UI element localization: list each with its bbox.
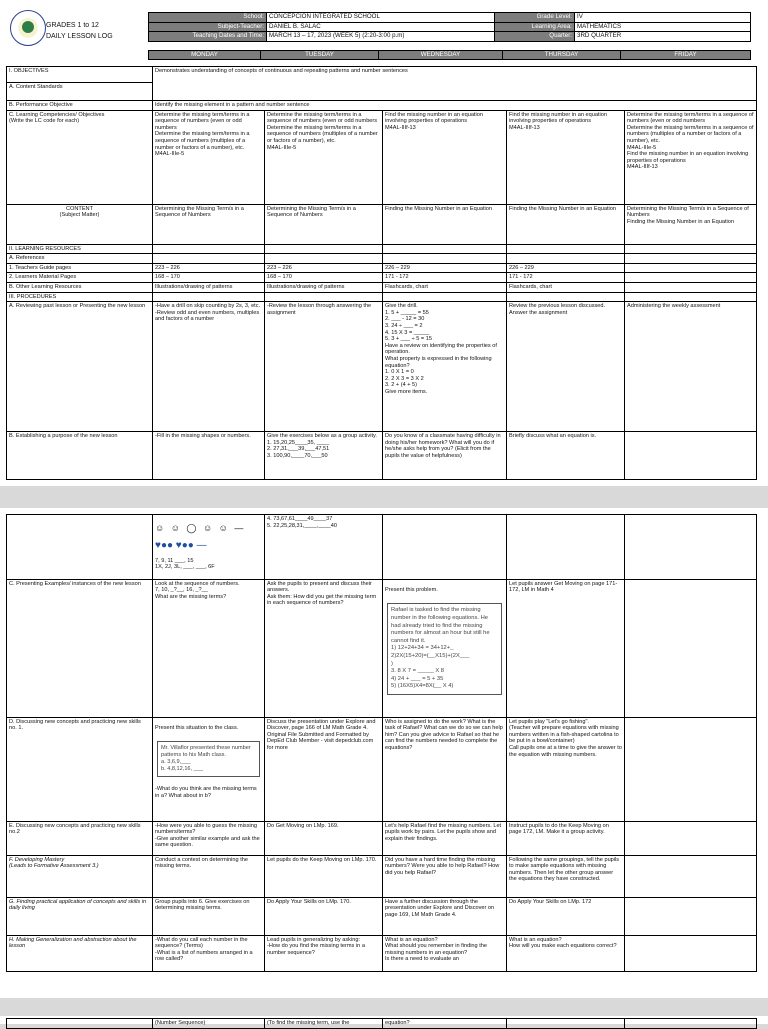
presenting-wednesday	[383, 579, 507, 717]
day-monday: MONDAY	[149, 51, 261, 60]
generalization-tuesday: Lead pupils in generalizing by asking: -How do you find the missing terms in a number sequence?	[265, 935, 383, 971]
performance-text: Identify the missing element in a pattern and number sentence	[153, 101, 757, 111]
presenting-thursday: Let pupils answer Get Moving on page 171-172, LM in Math 4	[507, 579, 625, 717]
empty-cell	[625, 282, 757, 292]
mastery-label: F. Developing Mastery (Leads to Formative Assessment 3.)	[7, 855, 153, 897]
content-tuesday: Determining the Missing Term/s in a Sequence of Numbers	[265, 204, 383, 244]
competencies-tuesday: Determine the missing term/terms in a sequence of numbers (even or odd numbers Determine the missing term/terms in a sequence of numbers (multiples of a number or factors of a number), etc. M4AL-IIIe-5	[265, 110, 383, 204]
lm-tuesday: 168 – 170	[265, 273, 383, 283]
lesson-log-page-1	[0, 0, 768, 486]
generalization-label: H. Making Generalization and abstraction about the lesson	[7, 935, 153, 971]
title-line-1: GRADES 1 to 12	[46, 22, 99, 29]
day-wednesday: WEDNESDAY	[379, 51, 503, 60]
review-tuesday: -Review the lesson through answering the assignment	[265, 302, 383, 432]
review-friday: Administering the weekly assessment	[625, 302, 757, 432]
empty-cell	[507, 292, 625, 302]
tg-wednesday: 226 – 229	[383, 263, 507, 273]
discussing-2-label: E. Discussing new concepts and practicing new skills no.2	[7, 821, 153, 855]
area-value: MATHEMATICS	[575, 22, 751, 32]
practical-tuesday: Do Apply Your Skills on LMp. 170.	[265, 897, 383, 935]
discussing-2-wednesday: Let's help Rafael find the missing numbers. Let pupils work by pairs. Let the pupils show and explain their findings.	[383, 821, 507, 855]
content-friday: Determining the Missing Term/s in a Sequence of Numbers Finding the Missing Number in an Equation	[625, 204, 757, 244]
competencies-label: C. Learning Competencies/ Objectives (Write the LC code for each)	[7, 110, 153, 204]
mastery-monday: Conduct a contest on determining the missing terms.	[153, 855, 265, 897]
purpose-tuesday: Give the exercises below as a group activity. 1. 15,20,25____35, ____ 2. 27,31,___39,___47,51 3. 100,90,____70,___50	[265, 432, 383, 480]
heart-shape-icons: ♥●● ♥●● —	[155, 540, 207, 552]
other-tuesday: Illustrations/drawing of patterns	[265, 282, 383, 292]
competencies-thursday: Find the missing number in an equation involving properties of operations M4AL-IIIf-13	[507, 110, 625, 204]
discussing-2-tuesday: Do Get Moving on LMp. 169.	[265, 821, 383, 855]
dates-value: MARCH 13 – 17, 2023 (WEEK 5) (2:20-3:00 p.m)	[267, 32, 495, 42]
discussing-1-monday	[153, 717, 265, 821]
other-resources-label: B. Other Learning Resources	[7, 282, 153, 292]
content-standards-label: A. Content Standards	[7, 83, 153, 101]
purpose-label: B. Establishing a purpose of the new lesson	[7, 432, 153, 480]
empty-cell	[507, 244, 625, 254]
page3-tuesday: (To find the missing term, use the	[265, 1019, 383, 1029]
lesson-table-page-1	[6, 66, 757, 480]
empty-cell	[625, 821, 757, 855]
tg-monday: 223 – 226	[153, 263, 265, 273]
empty-cell	[625, 855, 757, 897]
empty-cell	[625, 717, 757, 821]
competencies-friday: Determine the missing term/terms in a sequence of numbers (even or odd numbers Determine the missing term/terms in a sequence of numbers (multiples of a number or factors of a number), etc. M4AL-IIIe-5 Find the missing number in an equation involving properties of operations M4AL-IIIf-13	[625, 110, 757, 204]
smiley-face-icons: ☺ ☺ ◯ ☺ ☺ —	[155, 522, 246, 533]
page3-monday: (Number Sequence)	[153, 1019, 265, 1029]
purpose-wednesday: Do you know of a classmate having difficulty in doing his/her homework? What will you do if he/she asks help from you? (Elicit from the pupils the value of helpfulness)	[383, 432, 507, 480]
resources-heading: II. LEARNING RESOURCES	[7, 244, 153, 254]
area-label: Learning Area:	[495, 22, 575, 32]
empty-cell	[265, 254, 383, 264]
discussing-2-thursday: Instruct pupils to do the Keep Moving on page 172, LM. Make it a group activity.	[507, 821, 625, 855]
practical-thursday: Do Apply Your Skills on LMp. 172	[507, 897, 625, 935]
purpose-thursday: Briefly discuss what an equation is.	[507, 432, 625, 480]
continued-monday-sequences: 7, 9, 11 ___, 15 1X, 2J, 3L, ___, ___, 6F	[155, 557, 215, 571]
empty-cell	[625, 244, 757, 254]
review-thursday: Review the previous lesson discussed. Answer the assignment	[507, 302, 625, 432]
review-wednesday: Give the drill. 1. 5 + _____ = 55 2. ___ - 12 = 30 3. 24 ÷ ___ = 2 4. 15 X 3 = _____ 5. 3 + ___ ÷ 5 = 15 Have a review on identifying the properties of operation. What property is expressed in the following equation? 1. 0 X 1 = 0 2. 2 X 3 = 3 X 2 3. 2 + (4 + 5) Give more items.	[383, 302, 507, 432]
empty-cell	[507, 254, 625, 264]
content-wednesday: Finding the Missing Number in an Equation	[383, 204, 507, 244]
discussing-1-monday-question: -What do you think are the missing terms in a? What about in b?	[155, 785, 257, 799]
empty-cell	[625, 579, 757, 717]
rafael-problem-box: Rafael is tasked to find the missing number in the following equations. He had already tried to find the missing numbers for almost an hour but still he cannot find it. 1) 12+24+34 = 34+12+_ 2)2X(15+20)=(__X15)+(2X___ ) 3. 8 X 7 = _____ X 8 4) 24 + ___ = 5 + 35 5) (16X5)X4=8X(__ X 4)	[387, 603, 502, 695]
competencies-monday: Determine the missing term/terms in a sequence of numbers (even or odd numbers Determine the missing term/terms in a sequence of numbers (multiples of a number or factors of a number), etc. M4AL-IIIe-5	[153, 110, 265, 204]
empty-cell	[383, 292, 507, 302]
villaflor-pattern-box: Mr. Villaflor presented these number patterns to his Math class. a. 3,6,9,___ b. 4,8,12,16, ___	[157, 741, 260, 777]
empty-cell	[383, 244, 507, 254]
discussing-2-monday: -How were you able to guess the missing numbers/terms? -Give another similar example and ask the same question.	[153, 821, 265, 855]
empty-cell	[265, 244, 383, 254]
grade-label: Grade Level:	[495, 13, 575, 23]
empty-cell	[625, 263, 757, 273]
mastery-thursday: Following the same groupings, tell the pupils to make sample equations with missing numbers. Then let the other group answer the equations they have constructed.	[507, 855, 625, 897]
procedures-heading: III. PROCEDURES	[7, 292, 153, 302]
lesson-log-page-2	[0, 508, 768, 998]
grade-value: IV	[575, 13, 751, 23]
content-label: CONTENT (Subject Matter)	[7, 204, 153, 244]
teacher-label: Subject-Teacher:	[149, 22, 267, 32]
lm-monday: 168 – 170	[153, 273, 265, 283]
continued-tuesday: 4. 73,67,61____49____37 5. 22,25,28,31,____,____40	[265, 515, 383, 580]
lesson-table-page-2	[6, 514, 757, 972]
quarter-label: Quarter:	[495, 32, 575, 42]
practical-label: G. Finding practical application of concepts and skills in daily living	[7, 897, 153, 935]
lesson-log-page-3	[0, 1016, 768, 1024]
quarter-value: 3RD QUARTER	[575, 32, 751, 42]
tg-tuesday: 223 – 226	[265, 263, 383, 273]
weekday-header	[148, 50, 751, 60]
tg-label: 1. Teachers Guide pages	[7, 263, 153, 273]
empty-cell	[153, 254, 265, 264]
generalization-wednesday: What is an equation? What should you remember in finding the missing numbers in an equation? Is there a need to evaluate an	[383, 935, 507, 971]
empty-cell	[153, 244, 265, 254]
header-info-table	[148, 12, 751, 42]
day-thursday: THURSDAY	[503, 51, 621, 60]
review-label: A. Reviewing past lesson or Presenting the new lesson	[7, 302, 153, 432]
page3-wednesday: equation?	[383, 1019, 507, 1029]
practical-monday: Group pupils into 6. Give exercises on determining missing terms.	[153, 897, 265, 935]
generalization-monday: -What do you call each number in the sequence? (Terms) -What is a list of numbers arranged in a row called?	[153, 935, 265, 971]
discussing-1-thursday: Let pupils play "Let's go fishing". (Teacher will prepare equations with missing numbers written in a fish-shaped cartolina to be put in a bowl/container) Call pupils one at a time to give the answer to the equation with missing numbers.	[507, 717, 625, 821]
day-tuesday: TUESDAY	[261, 51, 379, 60]
empty-cell	[383, 515, 507, 580]
presenting-monday: Look at the sequence of numbers. 7, 10, _?__, 16, _?__ What are the missing terms?	[153, 579, 265, 717]
empty-cell	[625, 432, 757, 480]
purpose-monday: -Fill in the missing shapes or numbers.	[153, 432, 265, 480]
continued-monday	[153, 515, 265, 580]
teacher-value: DANIEL B. SALAC	[267, 22, 495, 32]
empty-cell	[625, 254, 757, 264]
lm-label: 2. Learners Material Pages	[7, 273, 153, 283]
empty-cell	[625, 515, 757, 580]
other-monday: Illustrations/drawing of patterns	[153, 282, 265, 292]
empty-cell	[625, 273, 757, 283]
school-label: School:	[149, 13, 267, 23]
competencies-wednesday: Find the missing number in an equation involving properties of operations M4AL-IIIf-13	[383, 110, 507, 204]
presenting-wednesday-intro: Present this problem.	[385, 587, 438, 594]
empty-cell	[625, 292, 757, 302]
presenting-label: C. Presenting Examples/ instances of the new lesson	[7, 579, 153, 717]
mastery-wednesday: Did you have a hard time finding the missing numbers? Were you able to help Rafael? How did you help Rafael?	[383, 855, 507, 897]
lm-thursday: 171 - 172	[507, 273, 625, 283]
tg-thursday: 226 – 229	[507, 263, 625, 273]
empty-cell	[153, 292, 265, 302]
lm-wednesday: 171 - 172	[383, 273, 507, 283]
practical-wednesday: Have a further discussion through the presentation under Explore and Discover on page 169, LM Math Grade 4.	[383, 897, 507, 935]
empty-cell	[507, 515, 625, 580]
other-wednesday: Flashcards, chart	[383, 282, 507, 292]
references-label: A. References	[7, 254, 153, 264]
discussing-1-monday-intro: Present this situation to the class.	[155, 725, 239, 732]
content-standards-text: Demonstrates understanding of concepts of continuous and repeating patterns and number sentences	[153, 67, 757, 101]
discussing-1-label: D. Discussing new concepts and practicing new skills no. 1.	[7, 717, 153, 821]
deped-seal-logo	[10, 10, 46, 46]
empty-cell	[383, 254, 507, 264]
empty-cell	[7, 515, 153, 580]
dates-label: Teaching Dates and Time:	[149, 32, 267, 42]
content-thursday: Finding the Missing Number in an Equation	[507, 204, 625, 244]
empty-cell	[265, 292, 383, 302]
day-friday: FRIDAY	[621, 51, 751, 60]
mastery-tuesday: Let pupils do the Keep Moving on LMp. 170.	[265, 855, 383, 897]
empty-cell	[625, 897, 757, 935]
discussing-1-tuesday: Discuss the presentation under Explore and Discover, page 166 of LM Math Grade 4. Original File Submitted and Formatted by DepEd Club Member - visit depedclub.com for more	[265, 717, 383, 821]
document-title	[46, 20, 113, 42]
title-line-2: DAILY LESSON LOG	[46, 33, 113, 40]
empty-cell	[625, 935, 757, 971]
performance-label: B. Performance Objective	[7, 101, 153, 111]
other-thursday: Flashcards, chart	[507, 282, 625, 292]
objectives-heading: I. OBJECTIVES	[7, 67, 153, 83]
presenting-tuesday: Ask the pupils to present and discuss their answers. Ask them: How did you get the missing term in each sequence of numbers?	[265, 579, 383, 717]
school-value: CONCEPCION INTEGRATED SCHOOL	[267, 13, 495, 23]
review-monday: -Have a drill on skip counting by 2s, 3, etc. -Review odd and even numbers, multiples and factors of a number	[153, 302, 265, 432]
generalization-thursday: What is an equation? How will you make each equations correct?	[507, 935, 625, 971]
discussing-1-wednesday: Who is assigned to do the work? What is the task of Rafael? What can we do so we can help him? Can you give advice to Rafael so that he can find the numbers needed to complete the equations?	[383, 717, 507, 821]
content-monday: Determining the Missing Term/s in a Sequence of Numbers	[153, 204, 265, 244]
